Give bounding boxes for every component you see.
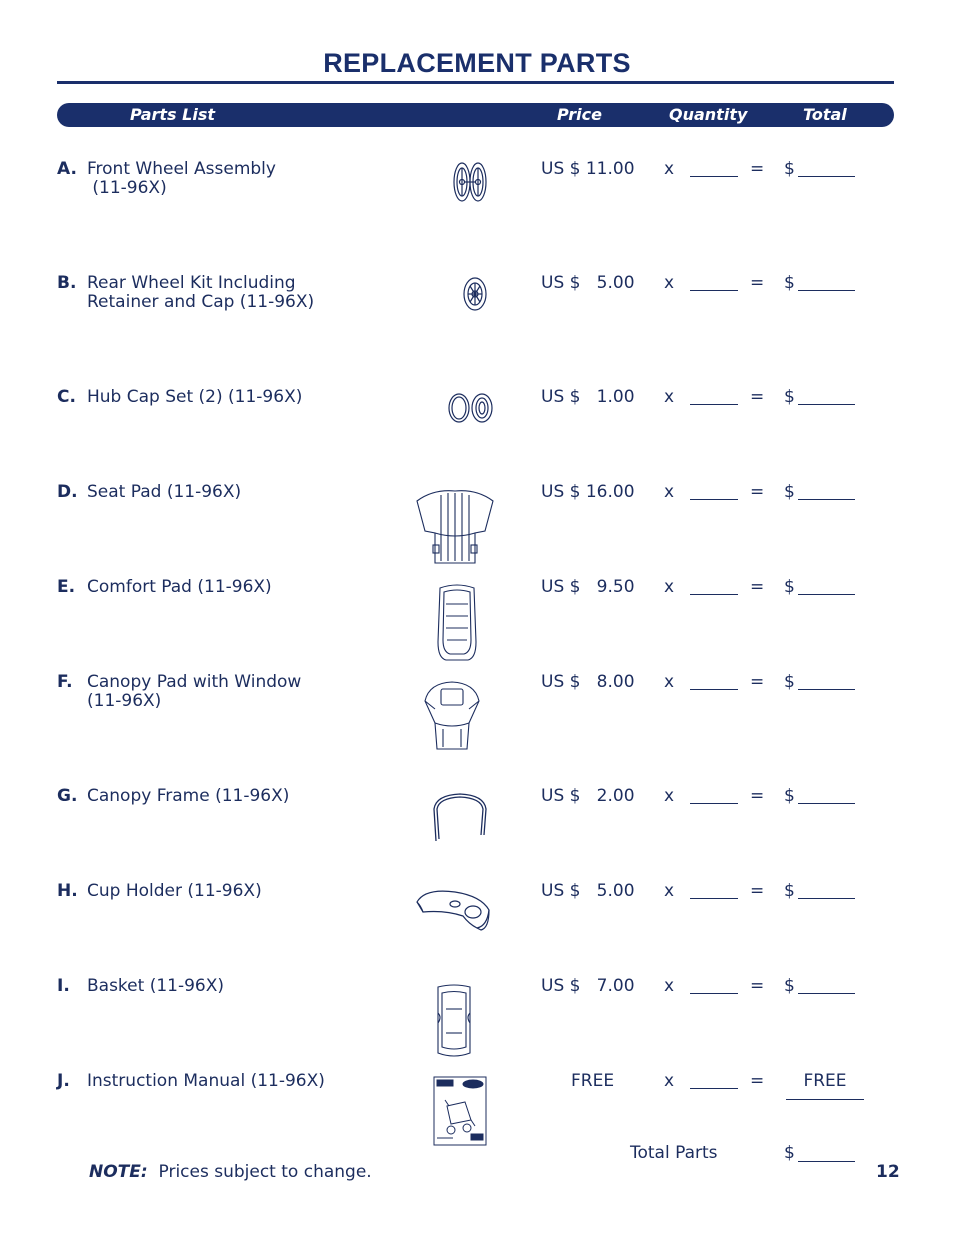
total-blank[interactable]	[798, 160, 855, 177]
part-price: US $ 8.00	[541, 672, 635, 692]
part-name-line: Retainer and Cap (11-96X)	[87, 292, 315, 312]
times-sign: x	[664, 976, 675, 996]
part-description	[87, 787, 387, 806]
total-blank[interactable]	[798, 787, 855, 804]
dollar-sign: $	[784, 786, 795, 806]
dollar-sign: $	[784, 976, 795, 996]
quantity-blank[interactable]	[690, 787, 738, 804]
total-free: FREE	[786, 1072, 864, 1100]
quantity-blank[interactable]	[690, 882, 738, 899]
total-blank[interactable]	[798, 388, 855, 405]
instruction-manual-illustration	[433, 1076, 487, 1146]
part-price: US $ 1.00	[541, 387, 635, 407]
dollar-sign: $	[784, 387, 795, 407]
seat-pad-illustration	[413, 487, 497, 567]
note-label: NOTE:	[89, 1162, 148, 1182]
front-wheel-assembly-illustration	[450, 160, 492, 204]
part-letter: G.	[57, 786, 78, 806]
equals-sign: =	[750, 672, 765, 692]
parts-table-header	[57, 103, 894, 127]
part-description	[87, 977, 387, 996]
part-description	[87, 274, 387, 312]
page-number: 12	[876, 1162, 900, 1182]
equals-sign: =	[750, 976, 765, 996]
part-letter: D.	[57, 482, 78, 502]
times-sign: x	[664, 1071, 675, 1091]
part-name-line: Seat Pad (11-96X)	[87, 482, 242, 502]
basket-illustration	[434, 983, 474, 1059]
total-blank[interactable]	[798, 578, 855, 595]
dollar-sign: $	[784, 482, 795, 502]
price-note	[89, 1162, 372, 1182]
part-letter: C.	[57, 387, 76, 407]
part-description	[87, 160, 387, 198]
total-parts-label: Total Parts	[630, 1143, 718, 1163]
header-parts-list: Parts List	[130, 105, 215, 124]
dollar-sign: $	[784, 881, 795, 901]
part-description	[87, 578, 387, 597]
part-name-line: Comfort Pad (11-96X)	[87, 577, 272, 597]
dollar-sign: $	[784, 1143, 795, 1163]
dollar-sign: $	[784, 159, 795, 179]
canopy-frame-illustration	[430, 791, 490, 845]
quantity-blank[interactable]	[690, 977, 738, 994]
equals-sign: =	[750, 273, 765, 293]
title-rule	[57, 81, 894, 84]
part-letter: E.	[57, 577, 76, 597]
comfort-pad-illustration	[434, 582, 480, 662]
part-name-line: Instruction Manual (11-96X)	[87, 1071, 325, 1091]
equals-sign: =	[750, 577, 765, 597]
part-description	[87, 1072, 387, 1091]
part-name-line: Hub Cap Set (2) (11-96X)	[87, 387, 303, 407]
part-description	[87, 673, 387, 711]
times-sign: x	[664, 786, 675, 806]
note-text: Prices subject to change.	[158, 1162, 372, 1182]
header-total: Total	[803, 105, 847, 124]
part-name-line: Front Wheel Assembly	[87, 159, 276, 179]
times-sign: x	[664, 387, 675, 407]
total-parts-blank[interactable]	[798, 1145, 855, 1162]
part-name-line: Canopy Frame (11-96X)	[87, 786, 290, 806]
part-description	[87, 388, 387, 407]
equals-sign: =	[750, 482, 765, 502]
times-sign: x	[664, 482, 675, 502]
part-letter: A.	[57, 159, 77, 179]
equals-sign: =	[750, 387, 765, 407]
rear-wheel-kit-illustration	[461, 276, 489, 312]
part-price: US $ 9.50	[541, 577, 635, 597]
hub-cap-set-illustration	[447, 392, 495, 424]
header-quantity: Quantity	[669, 105, 748, 124]
equals-sign: =	[750, 1071, 765, 1091]
part-letter: H.	[57, 881, 78, 901]
total-blank[interactable]	[798, 483, 855, 500]
part-price: US $ 11.00	[541, 159, 635, 179]
times-sign: x	[664, 273, 675, 293]
part-price: US $ 5.00	[541, 881, 635, 901]
quantity-blank[interactable]	[690, 1072, 738, 1089]
dollar-sign: $	[784, 577, 795, 597]
quantity-blank[interactable]	[690, 673, 738, 690]
quantity-blank[interactable]	[690, 274, 738, 291]
quantity-blank[interactable]	[690, 578, 738, 595]
part-letter: I.	[57, 976, 70, 996]
dollar-sign: $	[784, 273, 795, 293]
quantity-blank[interactable]	[690, 160, 738, 177]
part-letter: J.	[57, 1071, 70, 1091]
times-sign: x	[664, 159, 675, 179]
quantity-blank[interactable]	[690, 483, 738, 500]
part-name-line: Cup Holder (11-96X)	[87, 881, 262, 901]
equals-sign: =	[750, 786, 765, 806]
part-price: FREE	[571, 1071, 615, 1091]
total-blank[interactable]	[798, 274, 855, 291]
part-letter: B.	[57, 273, 77, 293]
part-name-line: Rear Wheel Kit Including	[87, 273, 296, 293]
canopy-pad-illustration	[421, 679, 483, 751]
header-price: Price	[557, 105, 602, 124]
part-description	[87, 483, 387, 502]
part-name-line: (11-96X)	[87, 178, 167, 198]
total-blank[interactable]	[798, 977, 855, 994]
part-name-line: Basket (11-96X)	[87, 976, 225, 996]
part-price: US $ 2.00	[541, 786, 635, 806]
part-name-line: Canopy Pad with Window	[87, 672, 302, 692]
cup-holder-illustration	[415, 884, 493, 932]
part-description	[87, 882, 387, 901]
equals-sign: =	[750, 881, 765, 901]
times-sign: x	[664, 881, 675, 901]
total-blank[interactable]	[798, 673, 855, 690]
times-sign: x	[664, 672, 675, 692]
equals-sign: =	[750, 159, 765, 179]
part-name-line: (11-96X)	[87, 691, 162, 711]
page-title: REPLACEMENT PARTS	[323, 48, 631, 78]
part-price: US $ 16.00	[541, 482, 635, 502]
total-blank[interactable]	[798, 882, 855, 899]
part-price: US $ 7.00	[541, 976, 635, 996]
part-letter: F.	[57, 672, 73, 692]
quantity-blank[interactable]	[690, 388, 738, 405]
dollar-sign: $	[784, 672, 795, 692]
times-sign: x	[664, 577, 675, 597]
part-price: US $ 5.00	[541, 273, 635, 293]
